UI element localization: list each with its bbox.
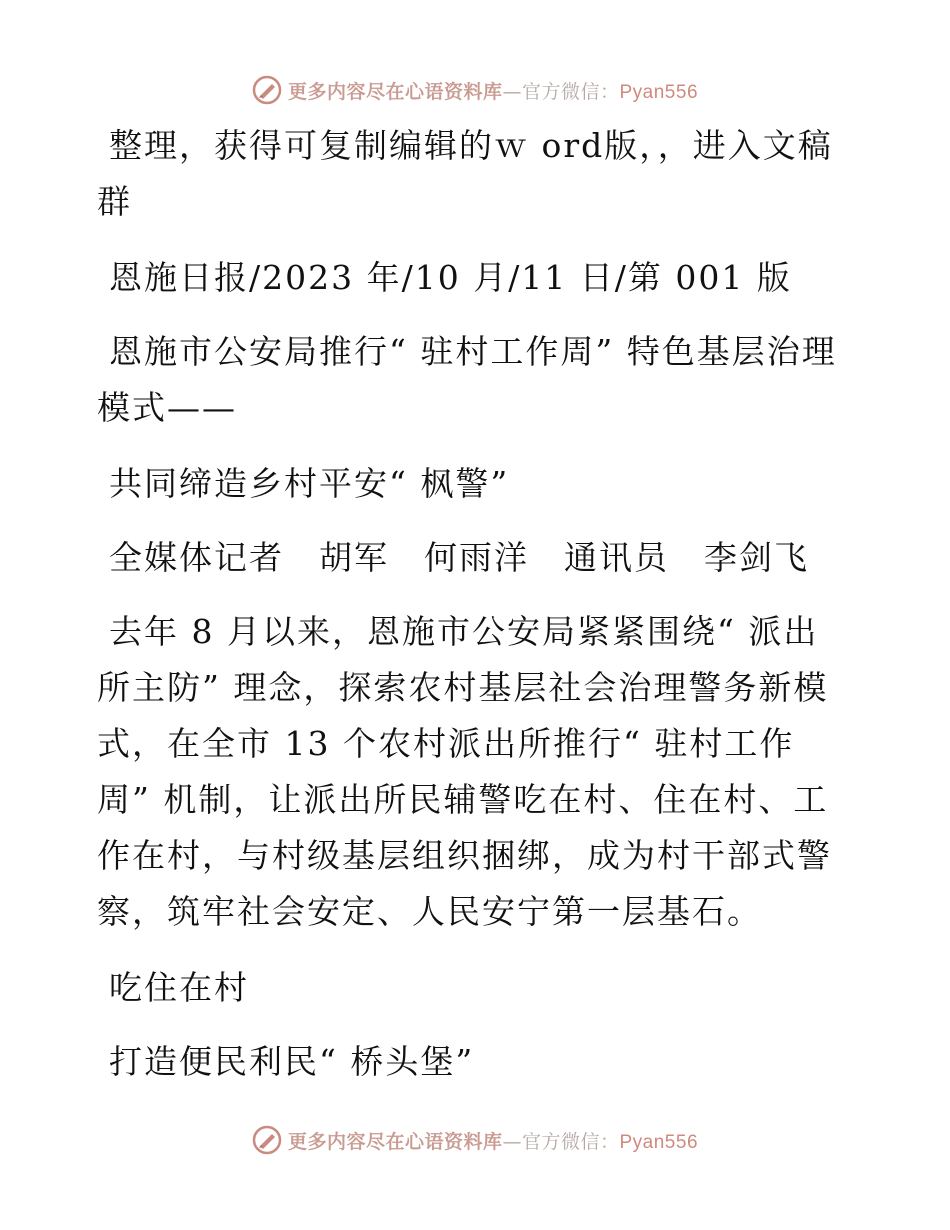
watermark-handle: Pyan556 [619, 1131, 699, 1153]
intro-paragraph: 整理，获得可复制编辑的ｗ ord版，，进入文稿群 [97, 126, 833, 221]
headline-title: 共同缔造乡村平安“ 枫警” [109, 464, 510, 503]
pen-seal-icon [252, 75, 282, 105]
watermark-brand: 更多内容尽在心语资料库 [287, 80, 503, 103]
headline-intro: 恩施市公安局推行“ 驻村工作周” 特色基层治理模式—— [97, 332, 837, 427]
header-watermark [0, 70, 950, 110]
section-heading: 吃住在村 [109, 968, 249, 1007]
source-line: 恩施日报/2023 年/10 月/11 日/第 001 版 [109, 258, 792, 297]
watermark-brand: 更多内容尽在心语资料库 [287, 1130, 503, 1153]
watermark-handle: Pyan556 [619, 81, 699, 103]
watermark-separator: —官方微信： [502, 80, 620, 103]
watermark-text [288, 1127, 698, 1154]
footer-watermark [0, 1120, 950, 1160]
watermark-separator: —官方微信： [502, 1130, 620, 1153]
body-paragraph: 去年 8 月以来，恩施市公安局紧紧围绕“ 派出所主防” 理念，探索农村基层社会治理警务新模式，在全市 13 个农村派出所推行“ 驻村工作周” 机制，让派出所民辅警吃在村、住在村、工作在村，与村级基层组织捆绑，成为村干部式警察，筑牢社会安定、人民安宁第一层基石。 [97, 612, 832, 931]
document-body [97, 118, 837, 1108]
pen-seal-icon [252, 1125, 282, 1155]
section-subheading: 打造便民利民“ 桥头堡” [109, 1042, 475, 1081]
watermark-text [288, 77, 698, 104]
byline: 全媒体记者 胡军 何雨洋 通讯员 李剑飞 [109, 538, 809, 577]
